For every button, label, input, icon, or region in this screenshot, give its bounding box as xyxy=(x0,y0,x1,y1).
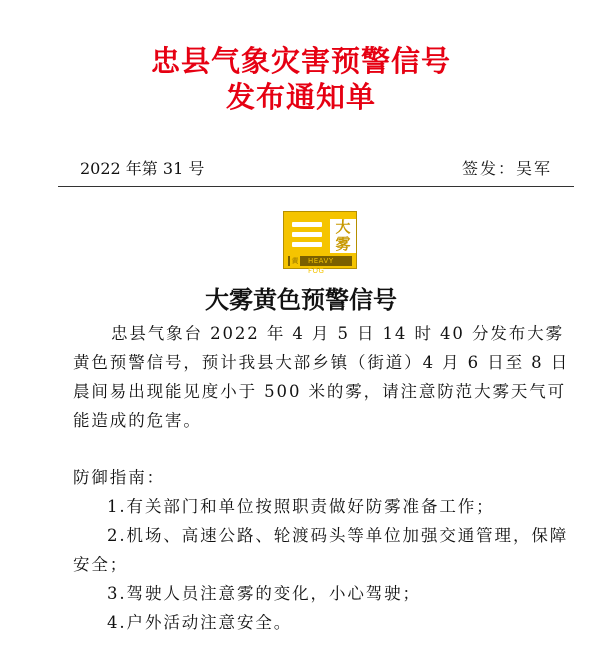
badge-body xyxy=(288,216,352,254)
guide-item: 4.户外活动注意安全。 xyxy=(107,613,293,632)
announcement-paragraph: 忠县气象台 2022 年 4 月 5 日 14 时 40 分发布大雾黄色预警信号，预计我县大部乡镇（街道）4 月 6 日至 8 日晨间易出现能见度小于 500 米的雾，请注意防范大雾天气可能造成的危害。 xyxy=(73,324,570,430)
fog-bar xyxy=(292,242,322,247)
badge-english-label: HEAVY FOG xyxy=(308,257,334,275)
guide-item: 3.驾驶人员注意雾的变化，小心驾驶； xyxy=(107,584,421,603)
fog-bar xyxy=(292,222,322,227)
signal-title: 大雾黄色预警信号 xyxy=(205,285,397,314)
badge-level-label: 黄 xyxy=(291,257,299,265)
badge-footer xyxy=(288,256,352,275)
header-divider xyxy=(58,186,574,187)
fog-bar xyxy=(292,232,322,237)
issue-number: 2022 年第 31 号 xyxy=(80,159,205,178)
guide-item: 1.有关部门和单位按照职责做好防雾准备工作； xyxy=(107,497,495,516)
guide-item: 2.机场、高速公路、轮渡码头等单位加强交通管理，保障安全； xyxy=(73,526,569,574)
document-title-line1: 忠县气象灾害预警信号 xyxy=(150,44,451,78)
heavy-fog-yellow-warning-icon xyxy=(283,211,357,275)
paragraph-gap xyxy=(73,435,576,463)
guide-heading: 防御指南： xyxy=(73,468,165,487)
document-title-line2: 发布通知单 xyxy=(225,80,376,114)
signer: 签发：吴军 xyxy=(461,159,552,178)
badge-character: 大雾 xyxy=(330,219,356,253)
document-body xyxy=(73,319,576,637)
